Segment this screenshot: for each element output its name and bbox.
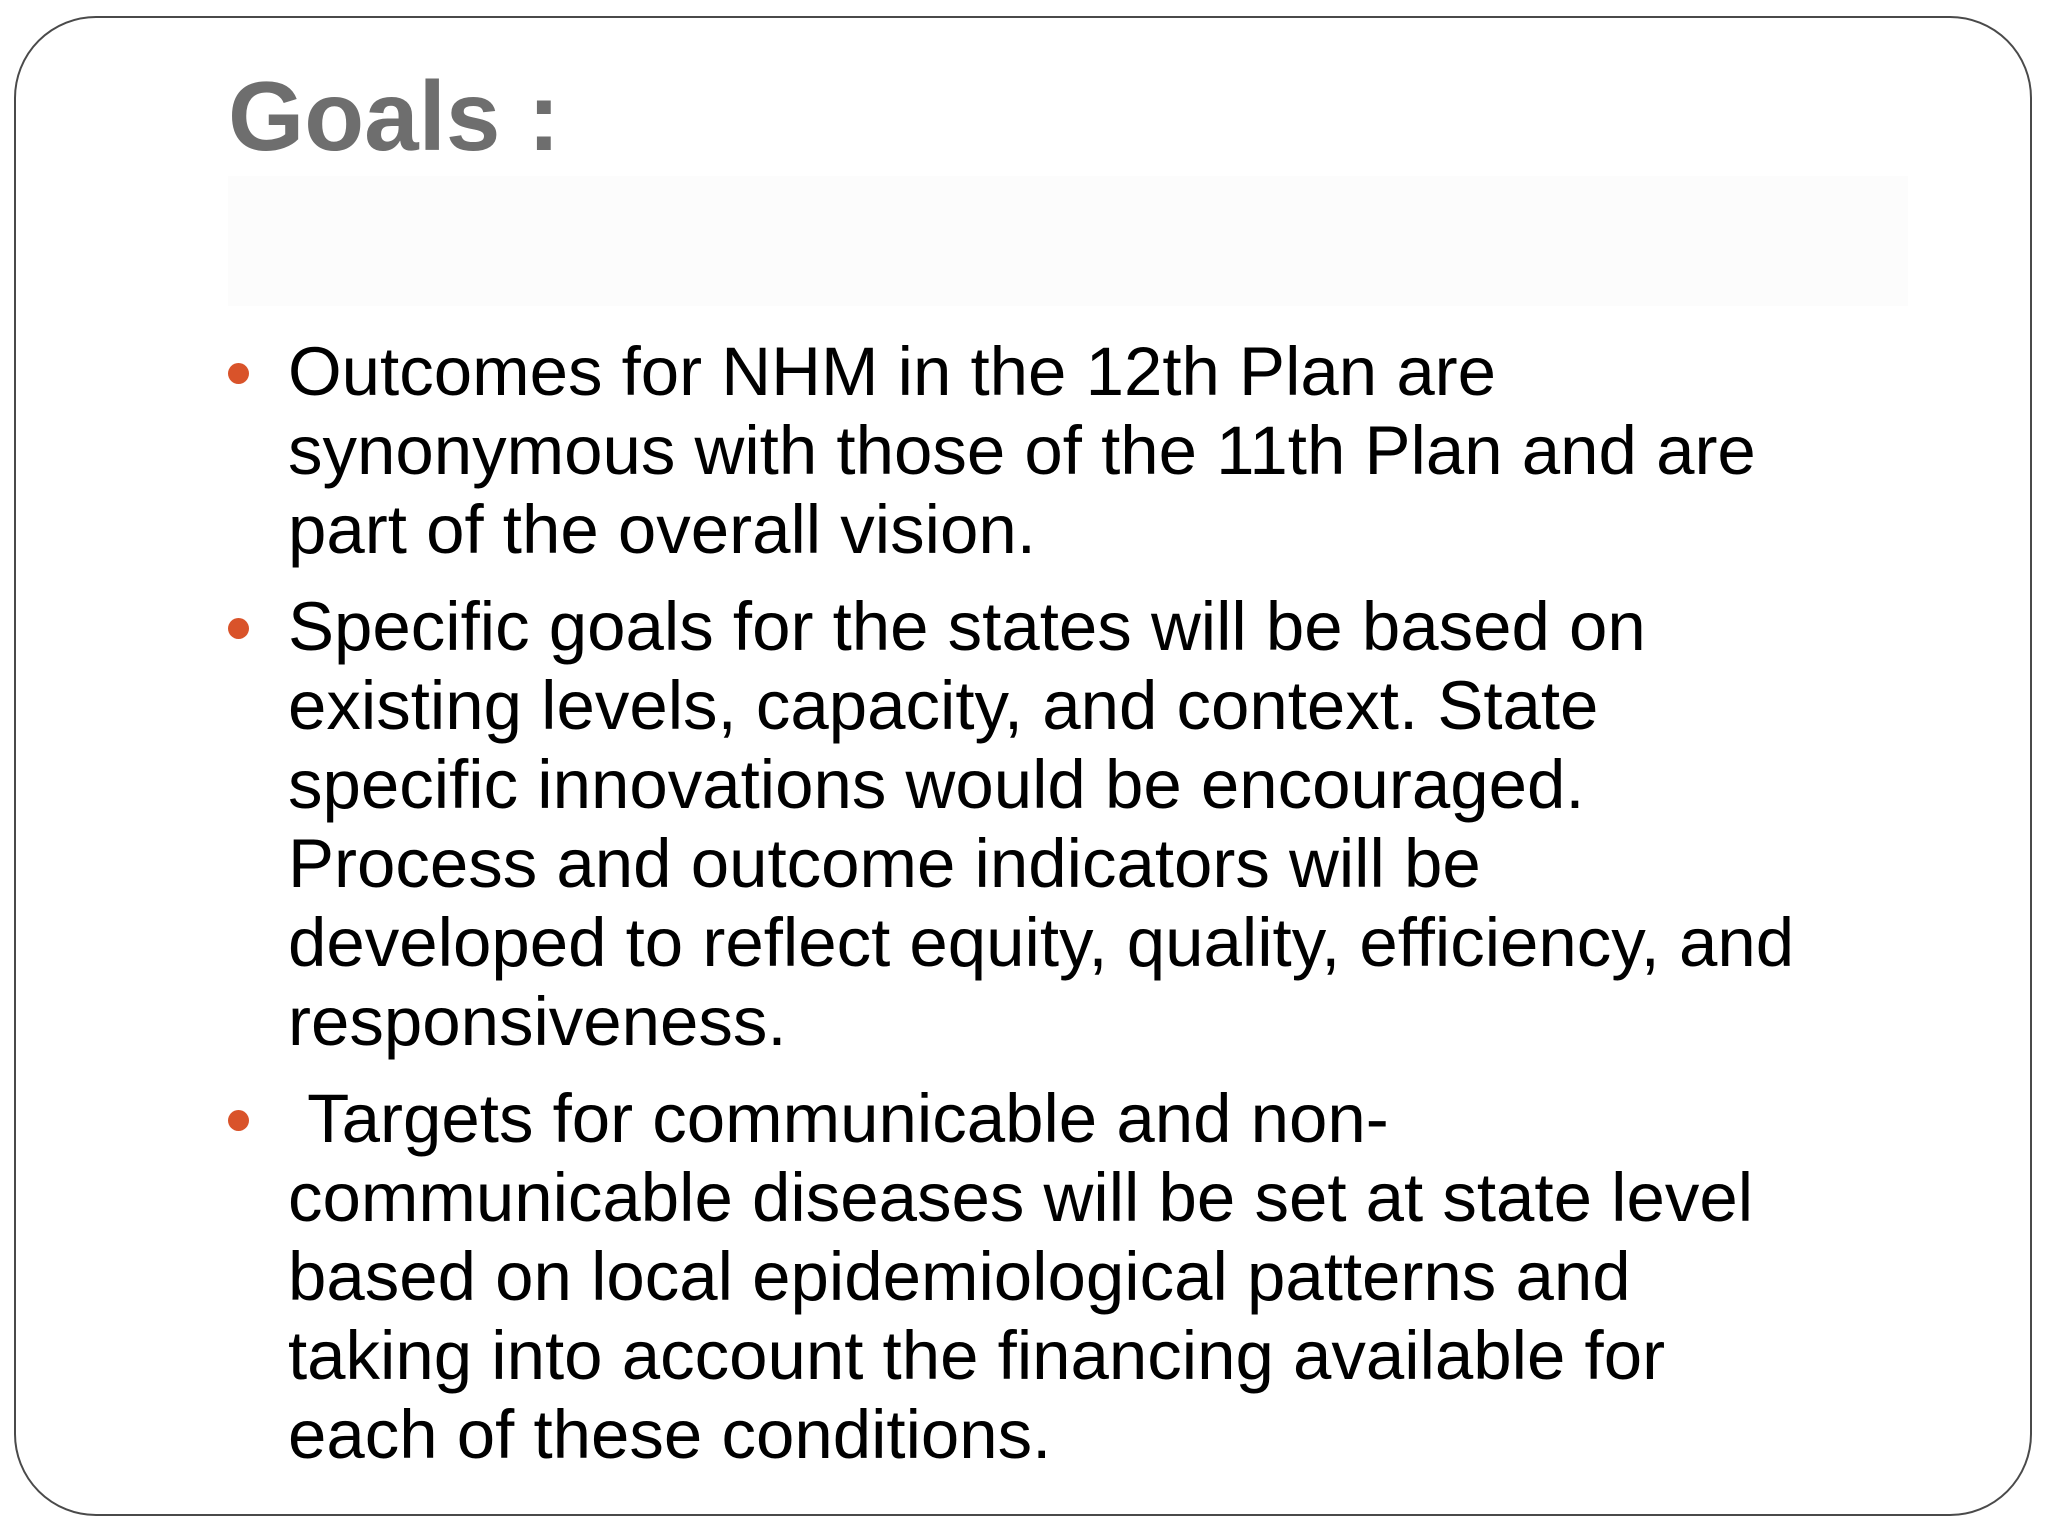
bullet-line: communicable diseases will be set at state level — [288, 1159, 1754, 1236]
bullet-line: Process and outcome indicators will be — [288, 825, 1481, 902]
slide-title: Goals : — [228, 61, 561, 171]
bullet-dot-icon — [228, 363, 249, 384]
bullet-item-3 — [228, 1079, 1928, 1474]
bullet-line: specific innovations would be encouraged. — [288, 746, 1585, 823]
bullet-text — [288, 1079, 1928, 1474]
bullet-line: part of the overall vision. — [288, 491, 1036, 568]
bullet-line: Targets for communicable and non- — [288, 1080, 1389, 1157]
bullet-dot-icon — [228, 618, 249, 639]
bullet-item-1 — [228, 332, 1928, 569]
bullet-line: each of these conditions. — [288, 1396, 1052, 1473]
bullet-text — [288, 332, 1928, 569]
bullet-line: based on local epidemiological patterns and — [288, 1238, 1631, 1315]
bullet-line: developed to reflect equity, quality, efficiency, and — [288, 904, 1795, 981]
title-placeholder-band — [228, 176, 1908, 306]
bullet-line: responsiveness. — [288, 983, 787, 1060]
bullet-text — [288, 587, 1928, 1061]
bullet-line: existing levels, capacity, and context. State — [288, 667, 1599, 744]
bullet-list — [228, 332, 1928, 1492]
bullet-line: Specific goals for the states will be based on — [288, 588, 1646, 665]
bullet-line: synonymous with those of the 11th Plan and are — [288, 412, 1756, 489]
bullet-line: taking into account the financing available for — [288, 1317, 1666, 1394]
bullet-dot-icon — [228, 1110, 249, 1131]
bullet-item-2 — [228, 587, 1928, 1061]
bullet-line: Outcomes for NHM in the 12th Plan are — [288, 333, 1497, 410]
